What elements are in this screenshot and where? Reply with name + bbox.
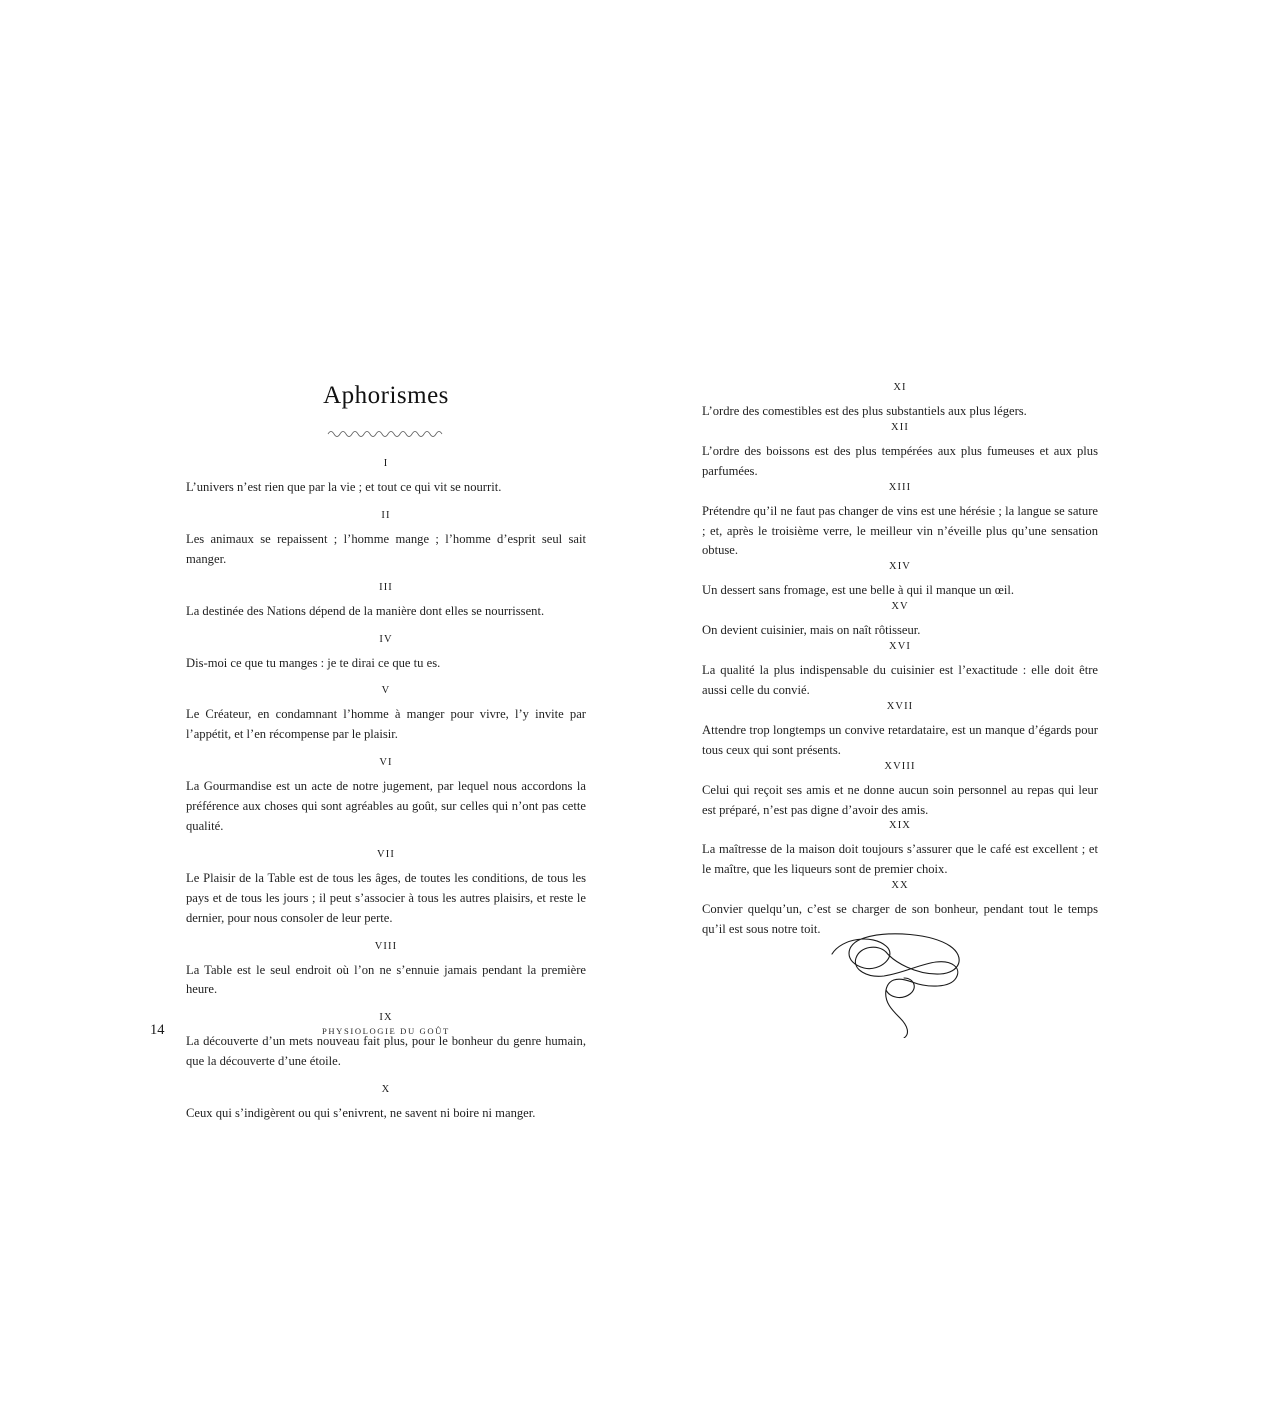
- aphorism-text: Le Plaisir de la Table est de tous les âges, de toutes les conditions, de tous les pays et de tous les jours ; il peut s’associer à tous les autres plaisirs, et reste le dernier, pour nous consoler de leur perte.: [186, 870, 586, 925]
- aphorism-number: XX: [891, 880, 909, 892]
- aphorism-item: [702, 601, 1098, 641]
- aphorism-item: [702, 761, 1098, 821]
- aphorism-item: [702, 422, 1098, 482]
- aphorism-number: XIV: [889, 561, 911, 573]
- aphorism-number: I: [383, 458, 389, 469]
- aphorism-number: VI: [379, 757, 393, 769]
- page-title: Aphorismes: [323, 382, 449, 409]
- aphorism-number: III: [379, 581, 393, 593]
- aphorism-number: V: [381, 685, 391, 697]
- page-footer: [150, 1022, 610, 1042]
- left-page: [186, 382, 586, 1124]
- aphorism-text: Celui qui reçoit ses amis et ne donne aucun soin personnel au repas qui leur est préparé, n’est pas digne d’avoir des amis.: [702, 782, 1098, 817]
- aphorism-number: XIII: [888, 481, 912, 493]
- aphorism-text: On devient cuisinier, mais on naît rôtisseur.: [702, 623, 921, 638]
- wavy-rule-ornament: [326, 426, 446, 440]
- aphorism-text: L’ordre des boissons est des plus tempérées aux plus fumeuses et aux plus parfumées.: [702, 443, 1098, 478]
- aphorism-item: [702, 482, 1098, 562]
- aphorism-item: [186, 941, 586, 1001]
- folio-number: 14: [150, 1022, 165, 1038]
- aphorism-item: [186, 1084, 586, 1124]
- aphorism-text: La découverte d’un mets nouveau fait plus, pour le bonheur du genre humain, que la découverte d’une étoile.: [186, 1034, 586, 1069]
- aphorism-number: VIII: [374, 940, 398, 952]
- aphorism-number: VII: [377, 848, 395, 860]
- aphorism-item: [186, 757, 586, 837]
- aphorism-item: [186, 849, 586, 929]
- aphorism-item: [186, 510, 586, 570]
- right-page: [702, 382, 1098, 940]
- aphorism-text: Convier quelqu’un, c’est se charger de son bonheur, pendant tout le temps qu’il est sous notre toit.: [702, 902, 1098, 937]
- aphorism-text: La Table est le seul endroit où l’on ne s’ennuie jamais pendant la première heure.: [186, 962, 586, 997]
- aphorism-number: II: [381, 509, 391, 521]
- aphorism-number: XII: [891, 421, 909, 433]
- aphorism-item: [702, 382, 1098, 422]
- aphorism-item: [702, 701, 1098, 761]
- aphorism-text: Attendre trop longtemps un convive retardataire, est un manque d’égards pour tous ceux qui sont présents.: [702, 722, 1098, 757]
- aphorism-item: [702, 561, 1098, 601]
- aphorism-number: IX: [379, 1012, 393, 1024]
- aphorism-number: XVII: [886, 700, 914, 712]
- aphorism-number: XI: [893, 382, 907, 393]
- aphorism-item: [186, 685, 586, 745]
- aphorism-text: Les animaux se repaissent ; l’homme mange ; l’homme d’esprit seul sait manger.: [186, 531, 586, 566]
- aphorism-number: IV: [379, 633, 393, 645]
- aphorism-item: [702, 641, 1098, 701]
- aphorism-item: [186, 634, 586, 674]
- aphorism-number: XVI: [889, 641, 911, 653]
- aphorism-number: XVIII: [884, 760, 916, 772]
- aphorism-text: La Gourmandise est un acte de notre jugement, par lequel nous accordons la préférence aux choses qui sont agréables au goût, sur celles qui n’ont pas cette qualité.: [186, 779, 586, 834]
- aphorism-text: La maîtresse de la maison doit toujours s’assurer que le café est excellent ; et le maître, que les liqueurs sont de premier choix.: [702, 842, 1098, 877]
- aphorism-number: X: [381, 1084, 391, 1096]
- running-head: PHYSIOLOGIE DU GOÛT: [322, 1026, 450, 1036]
- aphorism-number: XV: [891, 601, 909, 613]
- aphorism-text: La qualité la plus indispensable du cuisinier est l’exactitude : elle doit être aussi celle du convié.: [702, 663, 1098, 698]
- aphorism-text: La destinée des Nations dépend de la manière dont elles se nourrissent.: [186, 603, 545, 618]
- aphorism-text: Prétendre qu’il ne faut pas changer de vins est une hérésie ; la langue se sature ; et, après le troisième verre, le meilleur vin n’éveille plus qu’une sensation obtuse.: [702, 503, 1098, 558]
- aphorism-item: [702, 820, 1098, 880]
- aphorism-text: Dis-moi ce que tu manges : je te dirai ce que tu es.: [186, 655, 441, 670]
- calligraphic-flourish-ornament: [820, 918, 990, 1038]
- aphorism-text: L’univers n’est rien que par la vie ; et tout ce qui vit se nourrit.: [186, 480, 502, 494]
- aphorism-item: [186, 458, 586, 498]
- aphorism-text: Le Créateur, en condamnant l’homme à manger pour vivre, l’y invite par l’appétit, et l’en récompense par le plaisir.: [186, 707, 586, 742]
- aphorism-text: Ceux qui s’indigèrent ou qui s’enivrent, ne savent ni boire ni manger.: [186, 1106, 536, 1121]
- aphorism-text: Un dessert sans fromage, est une belle à qui il manque un œil.: [702, 583, 1014, 598]
- aphorism-item: [186, 582, 586, 622]
- aphorism-number: XIX: [889, 820, 911, 832]
- aphorism-text: L’ordre des comestibles est des plus substantiels aux plus légers.: [702, 404, 1027, 418]
